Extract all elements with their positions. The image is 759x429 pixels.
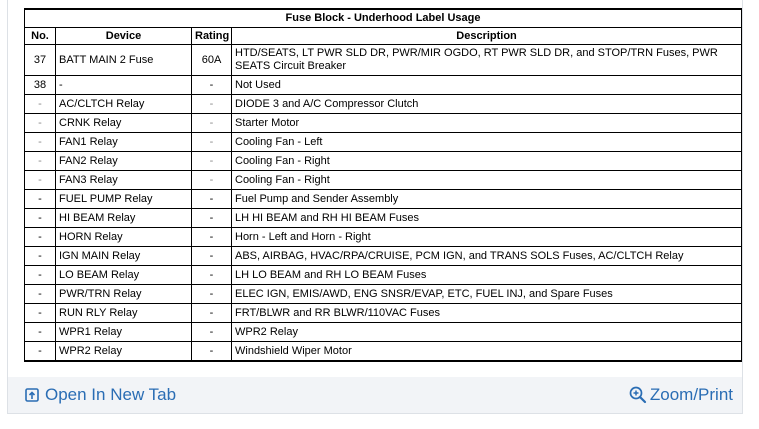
cell-rating: - [192, 342, 232, 362]
cell-rating: 60A [192, 45, 232, 76]
open-in-new-tab-icon [25, 388, 39, 402]
cell-rating: - [192, 152, 232, 171]
cell-rating: - [192, 76, 232, 95]
cell-no: - [25, 133, 56, 152]
table-title: Fuse Block - Underhood Label Usage [25, 9, 742, 28]
cell-device: PWR/TRN Relay [56, 285, 192, 304]
column-header-rating: Rating [192, 28, 232, 45]
table-row [25, 266, 742, 285]
cell-rating: - [192, 266, 232, 285]
cell-description: Fuel Pump and Sender Assembly [232, 190, 742, 209]
cell-device: WPR1 Relay [56, 323, 192, 342]
cell-description: ELEC IGN, EMIS/AWD, ENG SNSR/EVAP, ETC, FUEL INJ, and Spare Fuses [232, 285, 742, 304]
table-row [25, 342, 742, 362]
cell-description: LH HI BEAM and RH HI BEAM Fuses [232, 209, 742, 228]
cell-description: Windshield Wiper Motor [232, 342, 742, 362]
zoom-print-label: Zoom/Print [649, 385, 733, 404]
table-container [8, 0, 742, 377]
zoom-print-link[interactable] [629, 385, 733, 405]
cell-device: HORN Relay [56, 228, 192, 247]
cell-no: - [25, 171, 56, 190]
cell-description: Cooling Fan - Right [232, 152, 742, 171]
cell-device: BATT MAIN 2 Fuse [56, 45, 192, 76]
cell-no: - [25, 228, 56, 247]
cell-rating: - [192, 190, 232, 209]
cell-description: Cooling Fan - Left [232, 133, 742, 152]
cell-no: 38 [25, 76, 56, 95]
fuse-table [24, 8, 742, 362]
table-row [25, 304, 742, 323]
cell-description: WPR2 Relay [232, 323, 742, 342]
cell-device: FAN2 Relay [56, 152, 192, 171]
cell-device: - [56, 76, 192, 95]
cell-rating: - [192, 209, 232, 228]
column-header-no: No. [25, 28, 56, 45]
cell-no: 37 [25, 45, 56, 76]
cell-device: LO BEAM Relay [56, 266, 192, 285]
cell-no: - [25, 95, 56, 114]
table-row [25, 95, 742, 114]
cell-rating: - [192, 171, 232, 190]
cell-no: - [25, 247, 56, 266]
open-in-new-tab-link[interactable] [25, 385, 176, 405]
table-row [25, 228, 742, 247]
cell-rating: - [192, 228, 232, 247]
cell-description: Cooling Fan - Right [232, 171, 742, 190]
cell-rating: - [192, 133, 232, 152]
cell-rating: - [192, 323, 232, 342]
table-row [25, 209, 742, 228]
table-row [25, 285, 742, 304]
cell-description: ABS, AIRBAG, HVAC/RPA/CRUISE, PCM IGN, and TRANS SOLS Fuses, AC/CLTCH Relay [232, 247, 742, 266]
open-in-new-tab-label: Open In New Tab [45, 385, 177, 404]
cell-device: RUN RLY Relay [56, 304, 192, 323]
cell-no: - [25, 304, 56, 323]
cell-description: HTD/SEATS, LT PWR SLD DR, PWR/MIR OGDO, RT PWR SLD DR, and STOP/TRN Fuses, PWR SEATS Circuit Breaker [232, 45, 742, 76]
cell-rating: - [192, 285, 232, 304]
column-header-device: Device [56, 28, 192, 45]
cell-no: - [25, 114, 56, 133]
table-row [25, 171, 742, 190]
cell-no: - [25, 342, 56, 362]
cell-device: WPR2 Relay [56, 342, 192, 362]
cell-device: FUEL PUMP Relay [56, 190, 192, 209]
cell-description: LH LO BEAM and RH LO BEAM Fuses [232, 266, 742, 285]
table-row [25, 152, 742, 171]
content-card [7, 0, 743, 414]
table-row [25, 190, 742, 209]
table-header-row [25, 28, 742, 45]
cell-rating: - [192, 114, 232, 133]
table-row [25, 45, 742, 76]
table-row [25, 247, 742, 266]
table-row [25, 323, 742, 342]
cell-description: Not Used [232, 76, 742, 95]
cell-device: FAN3 Relay [56, 171, 192, 190]
cell-no: - [25, 190, 56, 209]
cell-no: - [25, 209, 56, 228]
cell-device: IGN MAIN Relay [56, 247, 192, 266]
cell-no: - [25, 323, 56, 342]
cell-no: - [25, 285, 56, 304]
cell-description: Starter Motor [232, 114, 742, 133]
cell-rating: - [192, 247, 232, 266]
zoom-in-icon [629, 386, 647, 404]
cell-device: CRNK Relay [56, 114, 192, 133]
column-header-description: Description [232, 28, 742, 45]
table-row [25, 133, 742, 152]
cell-device: HI BEAM Relay [56, 209, 192, 228]
cell-rating: - [192, 95, 232, 114]
cell-description: Horn - Left and Horn - Right [232, 228, 742, 247]
cell-description: DIODE 3 and A/C Compressor Clutch [232, 95, 742, 114]
cell-description: FRT/BLWR and RR BLWR/110VAC Fuses [232, 304, 742, 323]
table-row [25, 114, 742, 133]
table-row [25, 76, 742, 95]
cell-no: - [25, 152, 56, 171]
cell-no: - [25, 266, 56, 285]
cell-device: AC/CLTCH Relay [56, 95, 192, 114]
cell-rating: - [192, 304, 232, 323]
cell-device: FAN1 Relay [56, 133, 192, 152]
